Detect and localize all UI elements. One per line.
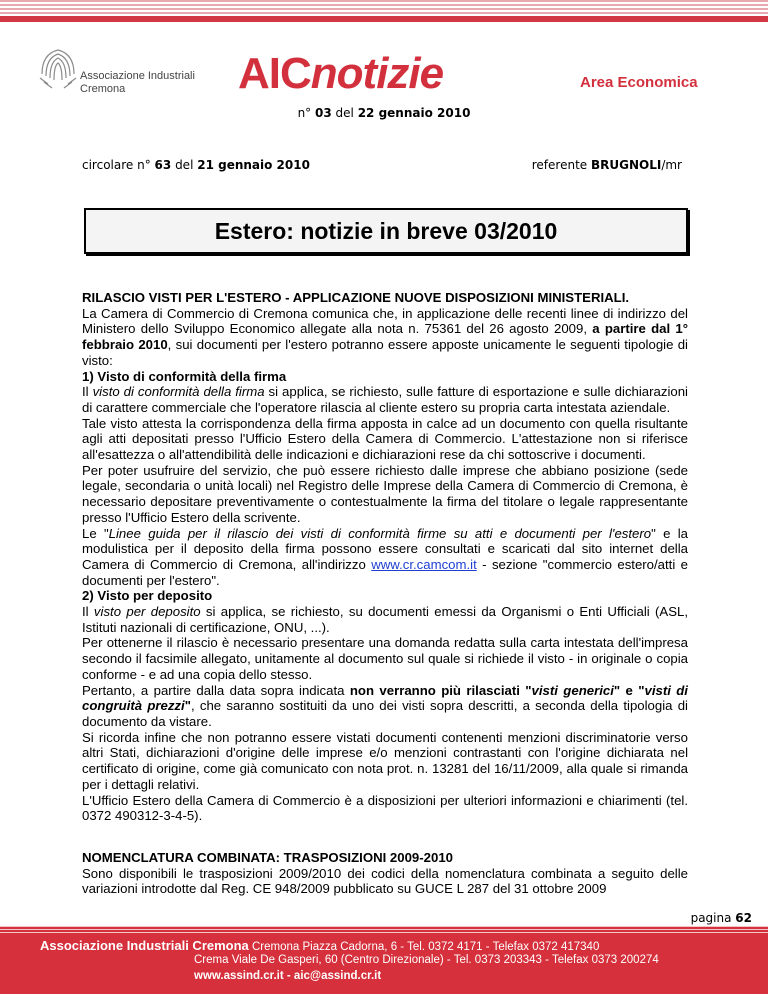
section1-paragraph-6: Il visto per deposito si applica, se richiesto, su documenti emessi da Organismi o Enti Ufficiali (ASL, Istituti nazionali di certificazione, ONU, ...). [82, 604, 688, 635]
referente-line: referente BRUGNOLI/mr [531, 158, 682, 172]
document-body [82, 290, 688, 897]
footer-line1 [40, 938, 599, 953]
footer-address-crema: Crema Viale De Gasperi, 60 (Centro Direzionale) - Tel. 0373 203343 - Telefax 0373 200274 [194, 954, 659, 966]
section1-paragraph-7: Per ottenerne il rilascio è necessario presentare una domanda redatta sulla carta intestata dell'impresa secondo il facsimile allegato, unitamente al documento sul quale si richiede il visto - in originale o copia conforme - e ad una copia dello stesso. [82, 635, 688, 682]
footer-website-link[interactable]: www.assind.cr.it [194, 970, 284, 982]
issue-line: n° 03 del 22 gennaio 2010 [297, 106, 471, 120]
association-name [80, 70, 195, 96]
issue-number: 03 [315, 106, 332, 120]
section1-paragraph-4: Per poter usufruire del servizio, che può essere richiesto dalle imprese che abbiano posizione (sede legale, secondaria o unità locali) nel Registro delle Imprese della Camera di Commercio di Cremona, è necessario depositare preventivamente o contestualmente la firma del titolare o legale rappresentante presso l'Ufficio Estero della scrivente. [82, 462, 688, 525]
title-box [84, 208, 688, 254]
circolare-line: circolare n° 63 del 21 gennaio 2010 [82, 158, 310, 172]
referente-name: BRUGNOLI [590, 158, 662, 172]
footer-email-link[interactable]: aic@assind.cr.it [293, 970, 382, 982]
association-name-line2: Cremona [80, 83, 126, 95]
section1-paragraph-8: Pertanto, a partire dalla data sopra indicata non verranno più rilasciati "visti generici" e "visti di congruità prezzi", che saranno sostituiti da uno dei visti sopra descritti, a seconda della tipologia di documento da vistare. [82, 682, 688, 729]
section2-heading: NOMENCLATURA COMBINATA: TRASPOSIZIONI 2009-2010 [82, 849, 453, 865]
footer-contacts: www.assind.cr.it - aic@assind.cr.it [194, 970, 382, 982]
footer [0, 926, 768, 994]
association-name-line1: Associazione Industriali [80, 70, 195, 82]
area-label: Area Economica [580, 74, 698, 91]
section1-paragraph-2: Il visto di conformità della firma si applica, se richiesto, sulle fatture di esportazione e sulle dichiarazioni di carattere commerciale che l'operatore rilascia al cliente estero su propria carta intestata aziendale. [82, 384, 688, 415]
section1-subheading-2: 2) Visto per deposito [82, 588, 213, 604]
brand-part1: AIC [238, 49, 311, 98]
section1-subheading-1: 1) Visto di conformità della firma [82, 368, 287, 384]
circolare-number: 63 [154, 158, 172, 172]
footer-org: Associazione Industriali Cremona [40, 938, 249, 953]
brand-part2: notizie [310, 49, 444, 98]
footer-address-cremona: Cremona Piazza Cadorna, 6 - Tel. 0372 4171 - Telefax 0372 417340 [251, 941, 600, 953]
brand-logo [238, 50, 443, 98]
section1-heading: RILASCIO VISTI PER L'ESTERO - APPLICAZIONE NUOVE DISPOSIZIONI MINISTERIALI. [82, 290, 630, 305]
section1-paragraph-5: Le "Linee guida per il rilascio dei visti di conformità firme su atti e documenti per l'estero" e la modulistica per il deposito della firma possono essere consultati e scaricati dal sito internet della Camera di Commercio di Cremona, all'indirizzo www.cr.camcom.it - sezione "commercio estero/atti e documenti per l'estero". [82, 525, 689, 588]
issue-date: 22 gennaio 2010 [357, 106, 471, 120]
section1-paragraph-1: La Camera di Commercio di Cremona comunica che, in applicazione delle recenti linee di indirizzo del Ministero dello Sviluppo Economico allegate alla nota n. 75361 del 26 agosto 2009, a partire dal 1° febbraio 2010, sui documenti per l'estero potranno essere apposte unicamente le seguenti tipologie di visto: [82, 305, 689, 368]
camcom-link[interactable]: www.cr.camcom.it [371, 556, 477, 572]
association-logo-icon [36, 44, 80, 92]
letterhead [0, 22, 768, 112]
top-decorative-stripes [0, 0, 768, 22]
section1-paragraph-3: Tale visto attesta la corrispondenza della firma apposta in calce ad un documento con quella risultante agli atti depositati presso l'Ufficio Estero della Camera di Commercio. L'attestazione non si riferisce all'esattezza o all'attendibilità delle indicazioni e dichiarazioni rese da chi sottoscrive i documenti. [82, 415, 688, 463]
section2-paragraph-1: Sono disponibili le trasposizioni 2009/2010 dei codici della nomenclatura combinata a seguito delle variazioni introdotte dal Reg. CE 948/2009 pubblicato su GUCE L 287 del 31 ottobre 2009 [82, 865, 688, 897]
page-title: Estero: notizie in breve 03/2010 [214, 217, 558, 244]
section1-paragraph-10: L'Ufficio Estero della Camera di Commercio è a disposizioni per ulteriori informazioni e chiarimenti (tel. 0372 490312-3-4-5). [82, 792, 688, 824]
page-number: pagina 62 [690, 911, 752, 925]
section-gap [82, 824, 688, 850]
circolare-date: 21 gennaio 2010 [197, 158, 310, 172]
section1-paragraph-9: Si ricorda infine che non potranno essere vistati documenti contenenti menzioni discriminatorie verso altri Stati, dichiarazioni d'origine delle imprese e/o menzioni contrastanti con l'origine dichiarata nel certificato di origine, come già comunicato con nota prot. n. 13281 del 16/11/2009, alla quale si rimanda per i dettagli relativi. [82, 729, 688, 792]
